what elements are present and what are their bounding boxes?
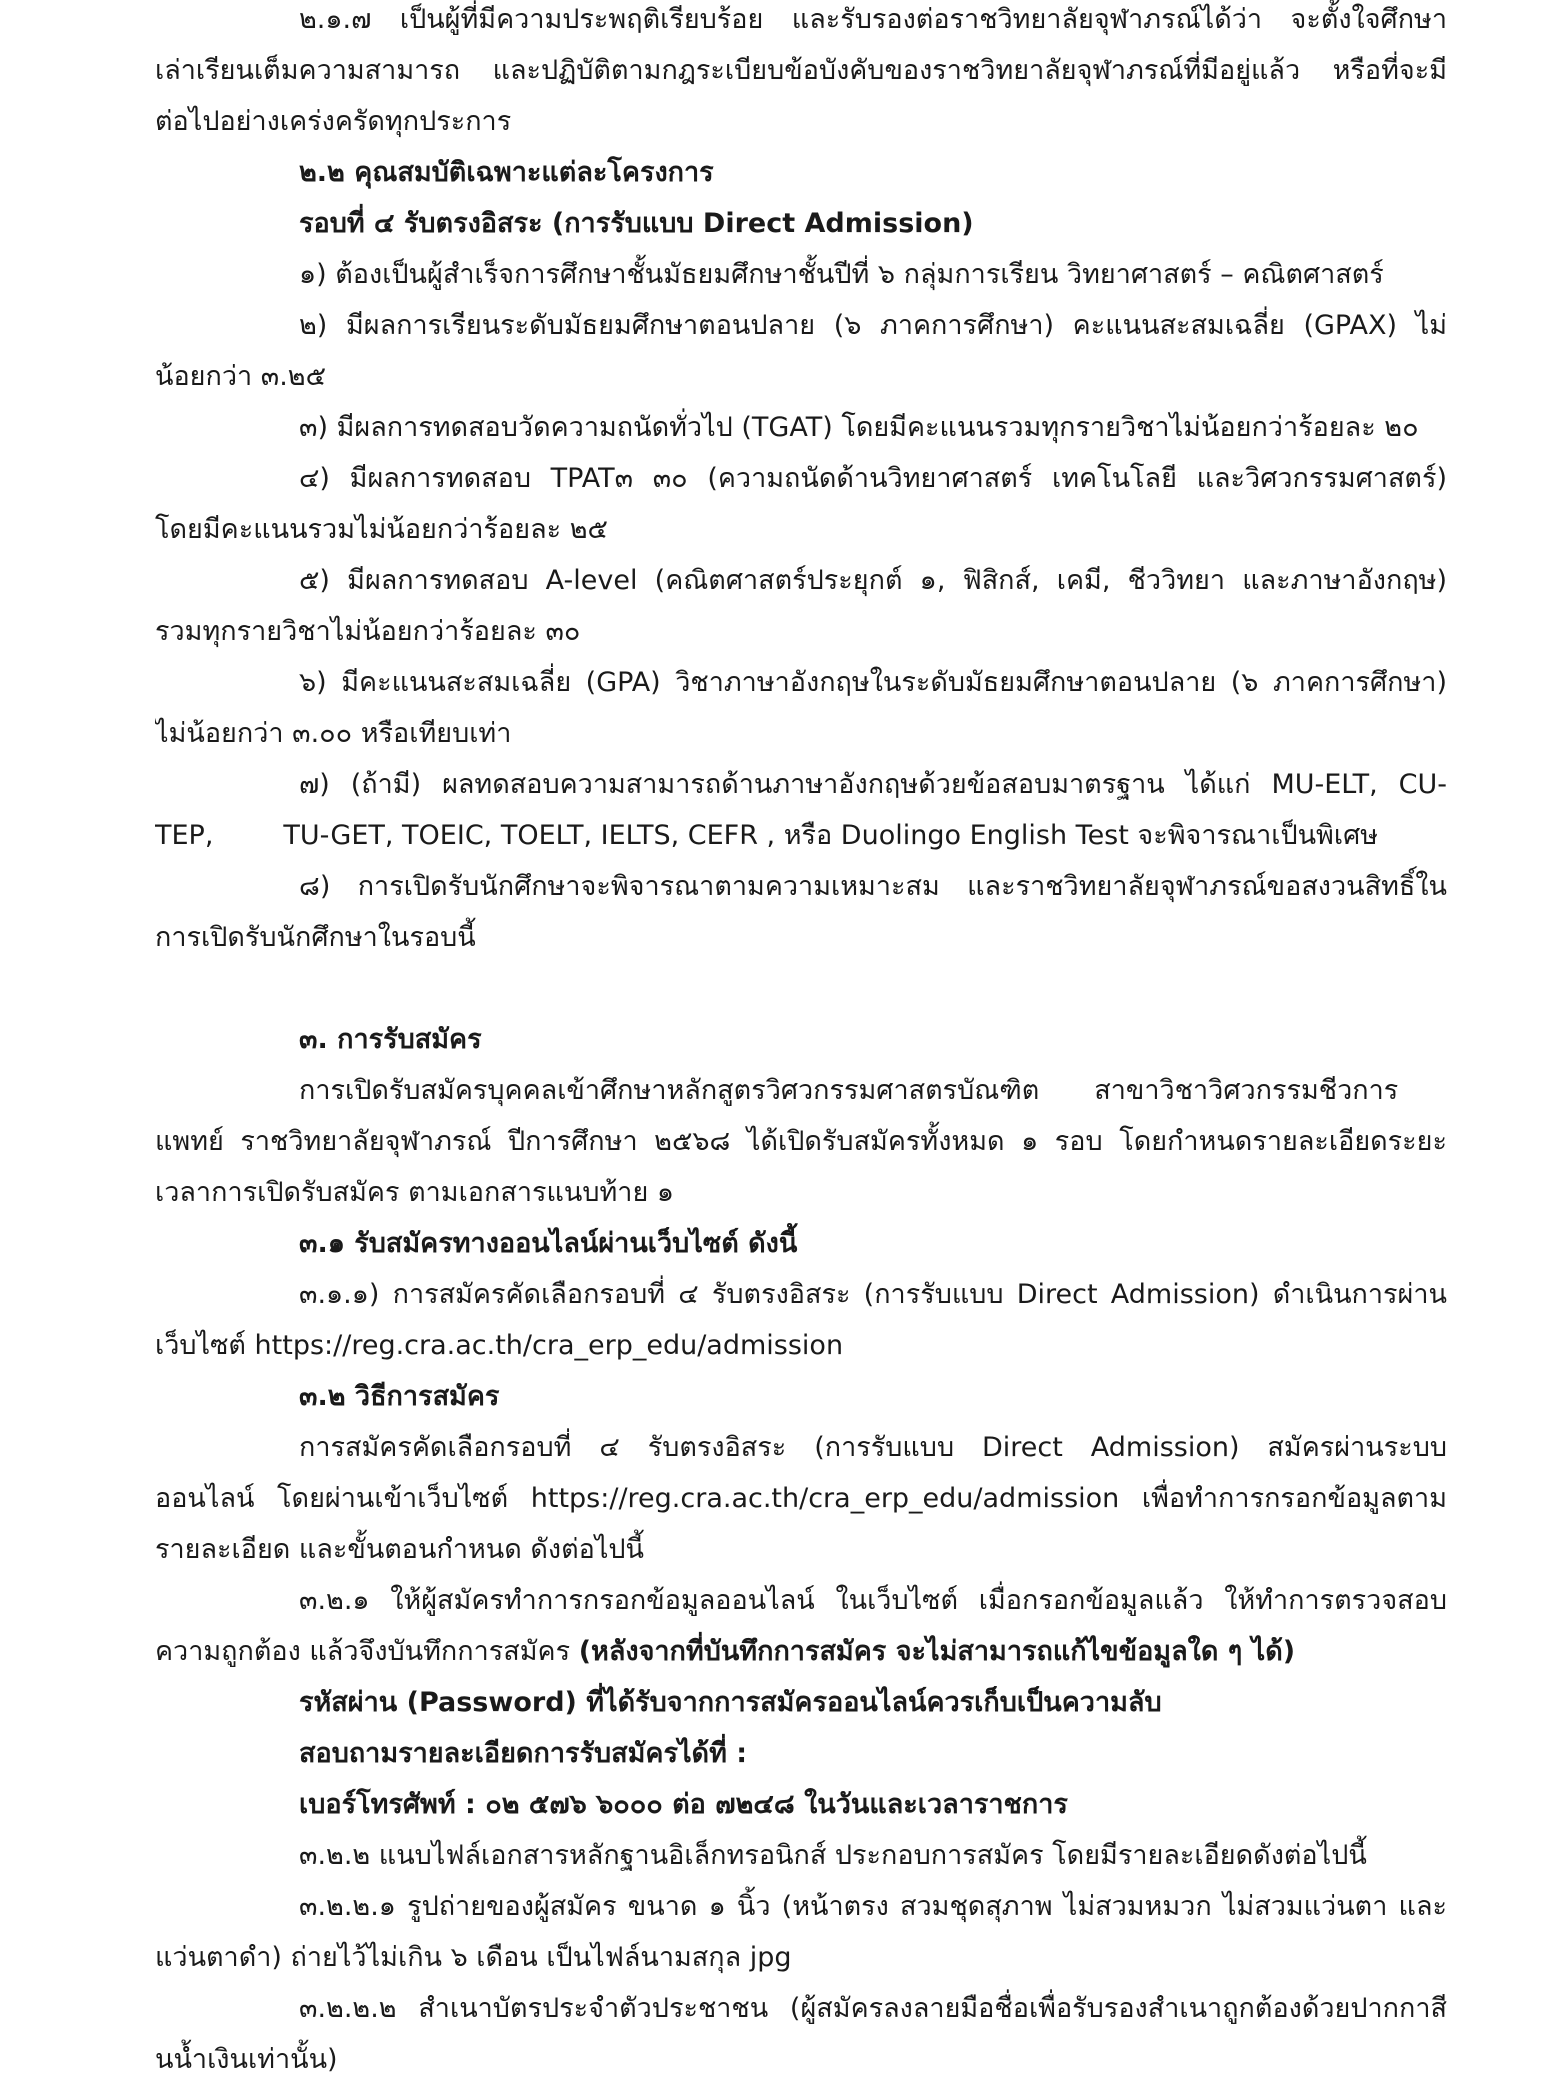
criteria-item: ๑) ต้องเป็นผู้สำเร็จการศึกษาชั้นมัธยมศึกษาชั้นปีที่ ๖ กลุ่มการเรียน วิทยาศาสตร์ – คณิตศาสตร์ xyxy=(299,259,1384,290)
text-line: โดยมีคะแนนรวมไม่น้อยกว่าร้อยละ ๒๕ xyxy=(155,514,608,545)
text-line xyxy=(155,1626,1447,1677)
text-line: ๓.๑.๑) การสมัครคัดเลือกรอบที่ ๔ รับตรงอิสระ (การรับแบบ Direct Admission) ดำเนินการผ่าน xyxy=(299,1279,1447,1310)
round-heading: รอบที่ ๔ รับตรงอิสระ (การรับแบบ Direct Admission) xyxy=(299,208,974,239)
text-line: ๒.๑.๗ เป็นผู้ที่มีความประพฤติเรียบร้อย และรับรองต่อราชวิทยาลัยจุฬาภรณ์ได้ว่า จะตั้งใจศึกษา xyxy=(299,4,1447,35)
text-line: ไม่น้อยกว่า ๓.๐๐ หรือเทียบเท่า xyxy=(155,718,512,749)
text-line: ๓.๒.๒.๒ สำเนาบัตรประจำตัวประชาชน (ผู้สมัครลงลายมือชื่อเพื่อรับรองสำเนาถูกต้องด้วยปากกาสี xyxy=(299,1993,1447,2024)
criteria-item: ๘) การเปิดรับนักศึกษาจะพิจารณาตามความเหมาะสม และราชวิทยาลัยจุฬาภรณ์ขอสงวนสิทธิ์ใน xyxy=(299,871,1447,902)
text-line: ต่อไปอย่างเคร่งครัดทุกประการ xyxy=(155,106,512,137)
section-heading: ๒.๒ คุณสมบัติเฉพาะแต่ละโครงการ xyxy=(299,157,714,188)
text-line: แว่นตาดำ) ถ่ายไว้ไม่เกิน ๖ เดือน เป็นไฟล์นามสกุล jpg xyxy=(155,1942,792,1973)
text-fragment: TEP, xyxy=(155,820,214,851)
criteria-item: ๔) มีผลการทดสอบ TPAT๓ ๓๐ (ความถนัดด้านวิทยาศาสตร์ เทคโนโลยี และวิศวกรรมศาสตร์) xyxy=(299,463,1447,494)
text-line: รายละเอียด และขั้นตอนกำหนด ดังต่อไปนี้ xyxy=(155,1534,645,1565)
text-line: การสมัครคัดเลือกรอบที่ ๔ รับตรงอิสระ (การรับแบบ Direct Admission) สมัครผ่านระบบ xyxy=(299,1432,1447,1463)
text-fragment: สาขาวิชาวิศวกรรมชีวการ xyxy=(1094,1075,1399,1106)
text-line: ๓.๒.๑ ให้ผู้สมัครทำการกรอกข้อมูลออนไลน์ ในเว็บไซต์ เมื่อกรอกข้อมูลแล้ว ให้ทำการตรวจสอบ xyxy=(299,1585,1447,1616)
password-note: รหัสผ่าน (Password) ที่ได้รับจากการสมัครออนไลน์ควรเก็บเป็นความลับ xyxy=(299,1687,1162,1718)
text-line: ๓.๒.๒.๑ รูปถ่ายของผู้สมัคร ขนาด ๑ นิ้ว (หน้าตรง สวมชุดสุภาพ ไม่สวมหมวก ไม่สวมแว่นตา และ xyxy=(299,1891,1447,1922)
text-fragment: การเปิดรับสมัครบุคคลเข้าศึกษาหลักสูตรวิศวกรรมศาสตรบัณฑิต xyxy=(299,1075,1040,1106)
criteria-item: ๗) (ถ้ามี) ผลทดสอบความสามารถด้านภาษาอังกฤษด้วยข้อสอบมาตรฐาน ได้แก่ MU-ELT, CU- xyxy=(299,769,1447,800)
subsection-heading: ๓.๑ รับสมัครทางออนไลน์ผ่านเว็บไซต์ ดังนี้ xyxy=(299,1228,798,1259)
text-fragment: TU-GET, TOEIC, TOELT, IELTS, CEFR , หรือ Duolingo English Test จะพิจารณาเป็นพิเศษ xyxy=(283,820,1379,851)
section-heading: ๓. การรับสมัคร xyxy=(299,1024,482,1055)
text-line: เล่าเรียนเต็มความสามารถ และปฏิบัติตามกฎระเบียบข้อบังคับของราชวิทยาลัยจุฬาภรณ์ที่มีอยู่แล้ว หรือที่จะมี xyxy=(155,55,1447,86)
text-line: นน้ำเงินเท่านั้น) xyxy=(155,2044,338,2075)
text-line: น้อยกว่า ๓.๒๕ xyxy=(155,361,327,392)
text-line: ๓.๒.๒ แนบไฟล์เอกสารหลักฐานอิเล็กทรอนิกส์ ประกอบการสมัคร โดยมีรายละเอียดดังต่อไปนี้ xyxy=(299,1840,1367,1871)
text-line: เวลาการเปิดรับสมัคร ตามเอกสารแนบท้าย ๑ xyxy=(155,1177,674,1208)
text-line xyxy=(155,810,1447,861)
text-fragment: ความถูกต้อง แล้วจึงบันทึกการสมัคร xyxy=(155,1636,571,1667)
text-line: แพทย์ ราชวิทยาลัยจุฬาภรณ์ ปีการศึกษา ๒๕๖๘ ได้เปิดรับสมัครทั้งหมด ๑ รอบ โดยกำหนดรายละเอียดระยะ xyxy=(155,1126,1447,1157)
admission-url-line: เว็บไซต์ https://reg.cra.ac.th/cra_erp_edu/admission xyxy=(155,1330,844,1361)
contact-heading: สอบถามรายละเอียดการรับสมัครได้ที่ : xyxy=(299,1738,748,1769)
text-line: รวมทุกรายวิชาไม่น้อยกว่าร้อยละ ๓๐ xyxy=(155,616,581,647)
subsection-heading: ๓.๒ วิธีการสมัคร xyxy=(299,1381,500,1412)
criteria-item: ๖) มีคะแนนสะสมเฉลี่ย (GPA) วิชาภาษาอังกฤษในระดับมัธยมศึกษาตอนปลาย (๖ ภาคการศึกษา) xyxy=(299,667,1447,698)
criteria-item: ๒) มีผลการเรียนระดับมัธยมศึกษาตอนปลาย (๖ ภาคการศึกษา) คะแนนสะสมเฉลี่ย (GPAX) ไม่ xyxy=(299,310,1447,341)
text-line xyxy=(299,1065,1447,1116)
criteria-item: ๓) มีผลการทดสอบวัดความถนัดทั่วไป (TGAT) โดยมีคะแนนรวมทุกรายวิชาไม่น้อยกว่าร้อยละ ๒๐ xyxy=(299,412,1419,443)
admission-url-line: ออนไลน์ โดยผ่านเข้าเว็บไซต์ https://reg.cra.ac.th/cra_erp_edu/admission เพื่อทำการกรอกข้อมูลตาม xyxy=(155,1483,1447,1514)
criteria-item: ๕) มีผลการทดสอบ A-level (คณิตศาสตร์ประยุกต์ ๑, ฟิสิกส์, เคมี, ชีววิทยา และภาษาอังกฤษ) xyxy=(299,565,1447,596)
contact-phone: เบอร์โทรศัพท์ : ๐๒ ๕๗๖ ๖๐๐๐ ต่อ ๗๒๔๘ ในวันและเวลาราชการ xyxy=(299,1789,1068,1820)
warning-text: (หลังจากที่บันทึกการสมัคร จะไม่สามารถแก้ไขข้อมูลใด ๆ ได้) xyxy=(578,1636,1296,1667)
text-line: การเปิดรับนักศึกษาในรอบนี้ xyxy=(155,922,476,953)
